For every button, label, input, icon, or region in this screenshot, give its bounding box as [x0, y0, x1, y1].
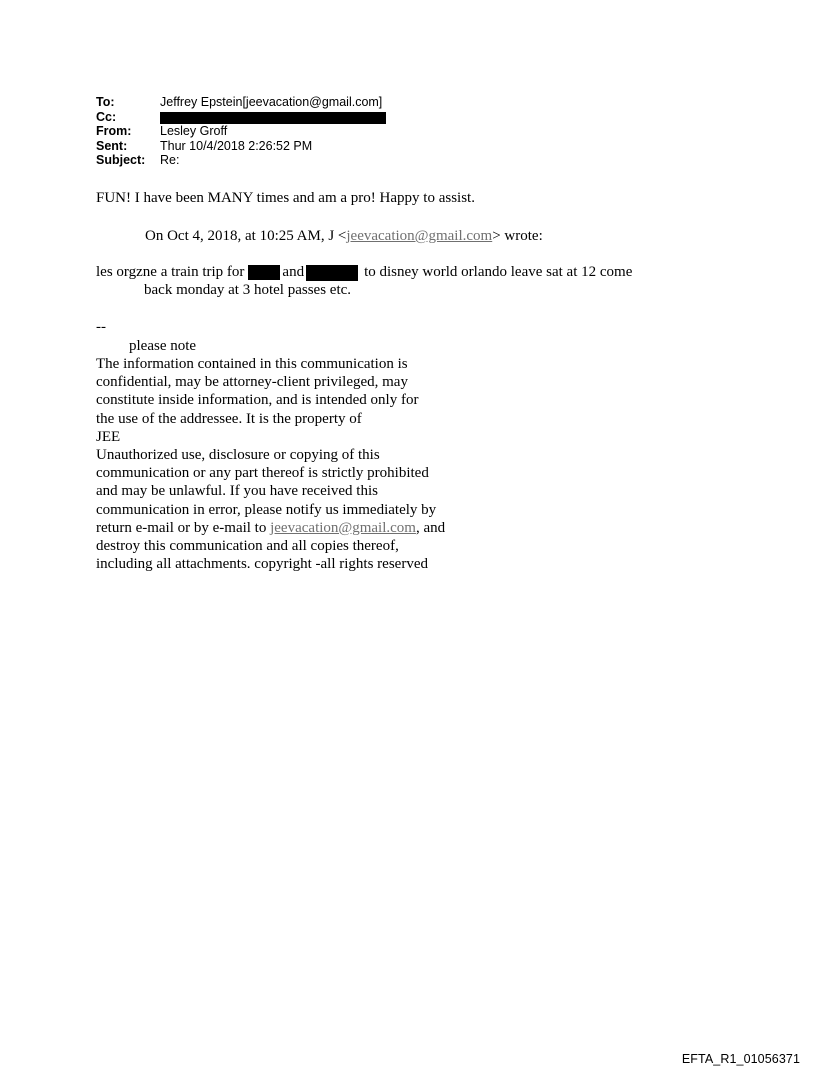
quoted-message-line-1 — [96, 263, 632, 281]
to-row — [96, 95, 382, 110]
sent-label: Sent: — [96, 138, 128, 153]
cc-redaction — [160, 112, 386, 124]
quote-intro-prefix: On Oct 4, 2018, at 10:25 AM, J < — [145, 228, 347, 244]
email-header — [96, 95, 382, 168]
subject-value: Re: — [160, 153, 180, 167]
quote-email-link[interactable]: jeevacation@gmail.com — [346, 228, 493, 244]
signature-note: please note — [129, 338, 197, 354]
disclaimer-line: confidential, may be attorney-client privileged, may — [96, 374, 408, 391]
cc-label: Cc: — [96, 109, 117, 124]
quote-intro-suffix: > wrote: — [492, 228, 543, 244]
disclaimer-line: the use of the addressee. It is the property of — [96, 410, 362, 427]
document-id: EFTA_R1_01056371 — [681, 1052, 800, 1066]
disclaimer-line: JEE — [96, 428, 121, 445]
message-part-1: les orgzne a train trip for — [96, 264, 245, 280]
notify-email-link[interactable]: jeevacation@gmail.com — [270, 519, 416, 536]
from-value: Lesley Groff — [160, 124, 228, 138]
disclaimer-line: Unauthorized use, disclosure or copying of this — [96, 447, 380, 464]
subject-row — [96, 153, 382, 168]
from-label: From: — [96, 124, 132, 138]
quoted-message-line-2: back monday at 3 hotel passes etc. — [144, 282, 352, 298]
disclaimer-line: constitute inside information, and is intended only for — [96, 392, 419, 409]
message-part-2: and — [282, 264, 305, 280]
disclaimer-line: including all attachments. copyright -all rights reserved — [96, 556, 428, 573]
name-redaction-2 — [306, 265, 358, 281]
notify-prefix: return e-mail or by e-mail to — [96, 519, 271, 536]
message-part-3: to disney world orlando leave sat at 12 come — [364, 264, 633, 280]
sent-value: Thur 10/4/2018 2:26:52 PM — [160, 138, 313, 153]
disclaimer-line: communication or any part thereof is strictly prohibited — [96, 465, 429, 482]
disclaimer — [96, 355, 476, 573]
disclaimer-line-notify — [96, 519, 476, 537]
signature-separator: -- — [96, 319, 106, 335]
to-value: Jeffrey Epstein[jeevacation@gmail.com] — [160, 95, 383, 109]
quote-intro — [145, 227, 543, 245]
from-row — [96, 124, 382, 139]
cc-row — [96, 110, 382, 125]
disclaimer-line: and may be unlawful. If you have received this — [96, 483, 378, 500]
reply-text: FUN! I have been MANY times and am a pro! Happy to assist. — [96, 190, 475, 206]
name-redaction-1 — [248, 265, 280, 280]
disclaimer-line: destroy this communication and all copies thereof, — [96, 538, 399, 555]
notify-suffix: , and — [415, 519, 446, 536]
sent-row — [96, 139, 382, 154]
subject-label: Subject: — [96, 153, 146, 167]
disclaimer-line: The information contained in this communication is — [96, 356, 408, 372]
to-label: To: — [96, 95, 115, 109]
disclaimer-line: communication in error, please notify us immediately by — [96, 501, 437, 518]
